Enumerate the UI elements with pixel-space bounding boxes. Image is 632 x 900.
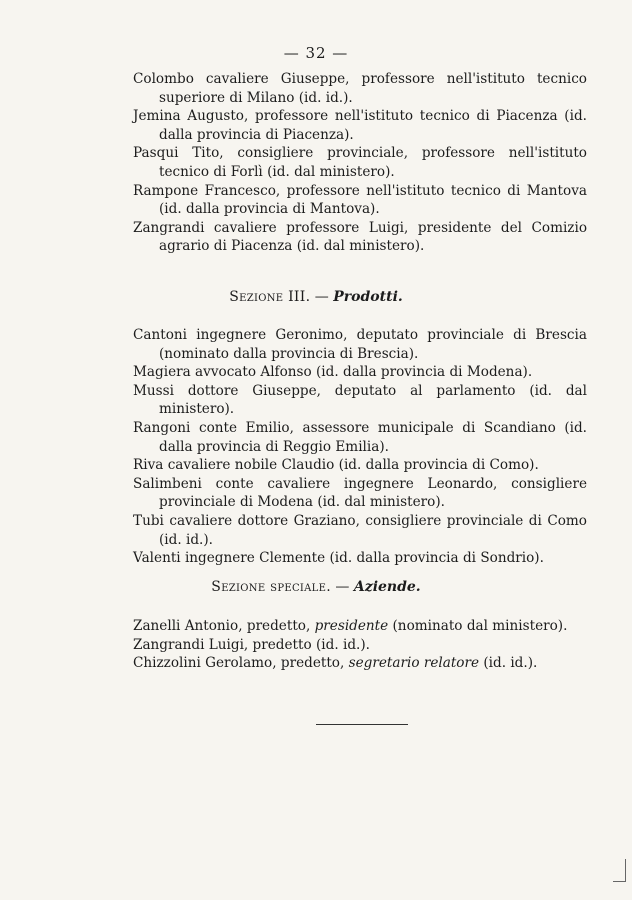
section-3-members-list: [133, 326, 587, 568]
special-section-heading: [0, 579, 632, 595]
member-entry: Tubi cavaliere dottore Graziano, consigliere provinciale di Como (id. id.).: [133, 512, 587, 548]
section-3-label: Sezione III.: [229, 289, 311, 305]
member-entry: [133, 654, 587, 673]
entry-text: (nominato dal ministero).: [388, 618, 568, 634]
member-entry: Cantoni ingegnere Geronimo, deputato provinciale di Brescia (nominato dalla provincia di Brescia).: [133, 327, 587, 362]
entry-text: Zanelli Antonio, predetto,: [133, 618, 315, 634]
section-3-heading: [0, 289, 632, 305]
scan-corner-mark: [613, 859, 626, 882]
entry-text: (id. id.).: [479, 655, 538, 672]
member-entry: [133, 617, 587, 636]
member-entry: Valenti ingegnere Clemente (id. dalla provincia di Sondrio).: [133, 550, 544, 567]
entry-text: Chizzolini Gerolamo, predetto,: [133, 655, 349, 672]
special-section-members-list: [133, 617, 587, 673]
member-entry: Magiera avvocato Alfonso (id. dalla provincia di Modena).: [133, 364, 533, 381]
member-entry: Rangoni conte Emilio, assessore municipale di Scandiano (id. dalla provincia di Reggio Emilia).: [133, 419, 587, 455]
special-section-name: Aziende.: [353, 579, 421, 595]
member-entry: Riva cavaliere nobile Claudio (id. dalla provincia di Como).: [133, 457, 539, 474]
section-3-name: Prodotti.: [333, 289, 403, 305]
page-number: — 32 —: [283, 44, 349, 62]
member-entry: Jemina Augusto, professore nell'istituto tecnico di Piacenza (id. dalla provincia di Piacenza).: [133, 108, 587, 143]
member-entry: Zangrandi cavaliere professore Luigi, presidente del Comizio agrario di Piacenza (id. dal ministero).: [133, 219, 587, 255]
member-entry: Salimbeni conte cavaliere ingegnere Leonardo, consigliere provinciale di Modena (id. dal ministero).: [133, 475, 587, 511]
member-entry: Pasqui Tito, consigliere provinciale, professore nell'istituto tecnico di Forlì (id. dal ministero).: [133, 145, 587, 180]
special-section-dash: —: [330, 579, 354, 595]
special-section-label: Sezione speciale.: [211, 579, 331, 595]
member-entry: [133, 636, 587, 655]
member-entry: Mussi dottore Giuseppe, deputato al parlamento (id. dal ministero).: [133, 382, 587, 418]
member-entry: Colombo cavaliere Giuseppe, professore nell'istituto tecnico superiore di Milano (id. id.).: [133, 71, 587, 106]
entry-text: Zangrandi Luigi, predetto (id. id.).: [133, 636, 370, 653]
end-rule: [316, 724, 408, 725]
section-3-dash: —: [310, 289, 334, 305]
section-2-members-list: [133, 70, 587, 256]
member-entry: Rampone Francesco, professore nell'istituto tecnico di Mantova (id. dalla provincia di Mantova).: [133, 182, 587, 218]
entry-role: presidente: [314, 618, 389, 634]
entry-role: segretario relatore: [348, 655, 480, 672]
